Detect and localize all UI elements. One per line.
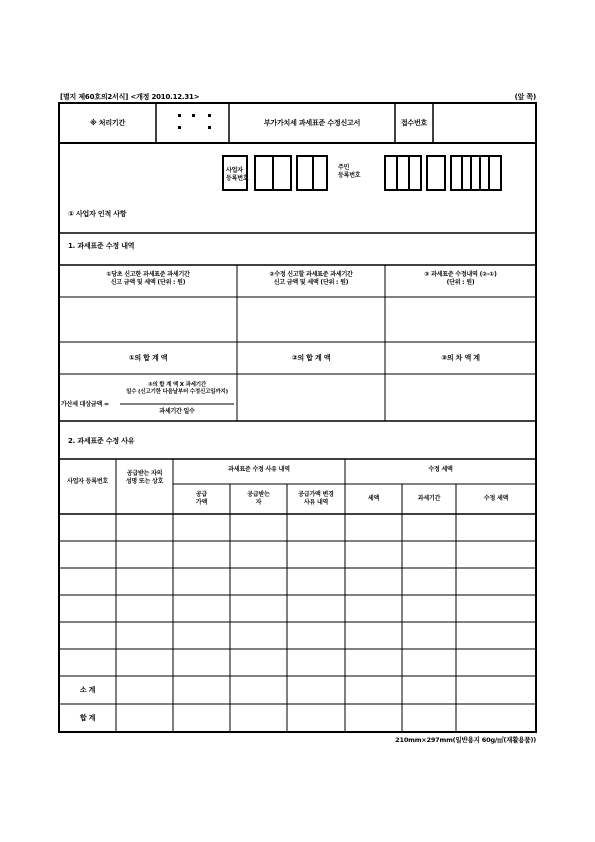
form-title: 부가가치세 과세표준 수정신고서 xyxy=(263,119,361,127)
resident-registration-field-3[interactable] xyxy=(450,155,502,191)
page-label: (앞 쪽) xyxy=(514,93,536,101)
taxpayer-section-label: ① 사업자 인적 사항 xyxy=(68,210,127,218)
section2-col-revised-tax: 수정 세액 xyxy=(483,495,509,502)
processing-period-value xyxy=(170,110,220,136)
form-id: [별지 제60호의2서식] <개정 2010.12.31> xyxy=(60,93,200,101)
penalty-amount-cell[interactable] xyxy=(239,376,383,419)
resident-registration-label: 주민 등록번호 xyxy=(338,164,361,179)
section2-col-recipient: 공급받는 자 xyxy=(247,491,270,506)
section2-col-reg-no: 사업자 등록번호 xyxy=(66,478,109,485)
section2-group-reason-header: 과세표준 수정 사유 내역 xyxy=(228,466,290,473)
section1-title: 1. 과세표준 수정 내역 xyxy=(68,242,135,250)
section1-col-header-revised: ②수정 신고할 과세표준 과세기간 신고 금액 및 세액 (단위 : 원) xyxy=(269,271,353,286)
formula-denominator: 과세기간 일수 xyxy=(159,408,195,415)
table-row[interactable] xyxy=(59,514,536,541)
difference-amount-cell[interactable] xyxy=(387,299,534,340)
section2-col-tax: 세액 xyxy=(367,495,380,502)
section1-col-header-difference: ③ 과세표준 수정내역 (②-①) (단위 : 원) xyxy=(424,271,497,286)
section2-col-supply-value: 공급 가액 xyxy=(195,491,208,506)
table-row[interactable] xyxy=(59,595,536,622)
grand-total-label: 합 계 xyxy=(79,714,96,722)
formula-numerator: ③의 합 계 액 X 과세기간 일수 (신고기한 다음날부터 수정신고일까지) xyxy=(126,382,228,395)
section2-title: 2. 과세표준 수정 사유 xyxy=(68,437,135,445)
receipt-number-label: 접수번호 xyxy=(400,119,428,127)
formula-lhs: 가산세 대상금액 = xyxy=(61,401,109,408)
table-row[interactable] xyxy=(59,568,536,595)
revised-amount-cell[interactable] xyxy=(239,299,383,340)
business-registration-label-box xyxy=(222,155,248,191)
resident-registration-field-1[interactable] xyxy=(384,155,422,191)
processing-period-label: ※ 처리기간 xyxy=(89,119,126,127)
section1-col-header-original: ①당초 신고한 과세표준 과세기간 신고 금액 및 세액 (단위 : 원) xyxy=(106,271,190,286)
table-row[interactable] xyxy=(59,649,536,676)
section2-col-period: 과세기간 xyxy=(417,495,441,502)
table-row[interactable] xyxy=(59,541,536,568)
original-total-label: ①의 합 계 액 xyxy=(128,354,168,362)
business-registration-label: 사업자 등록번호 xyxy=(226,167,249,182)
subtotal-label: 소 계 xyxy=(79,686,96,694)
section2-data-rows xyxy=(59,514,536,676)
section2-col-buyer-name: 공급받는 자의 성명 또는 상호 xyxy=(125,470,164,485)
penalty-result-cell[interactable] xyxy=(387,376,534,419)
difference-total-label: ③의 차 액 계 xyxy=(441,354,480,362)
section2-group-tax-header: 수정 세액 xyxy=(428,466,453,473)
section2-col-change-reason: 공급가액 변경 사유 내역 xyxy=(298,491,334,506)
revised-total-label: ②의 합 계 액 xyxy=(291,354,331,362)
table-row[interactable] xyxy=(59,622,536,649)
business-registration-field-1[interactable] xyxy=(254,155,292,191)
original-amount-cell[interactable] xyxy=(61,299,235,340)
business-registration-field-2[interactable] xyxy=(296,155,328,191)
paper-spec-note: 210mm×297mm(일반용지 60g/㎡(재활용품)) xyxy=(395,736,536,744)
resident-registration-field-2[interactable] xyxy=(426,155,446,191)
